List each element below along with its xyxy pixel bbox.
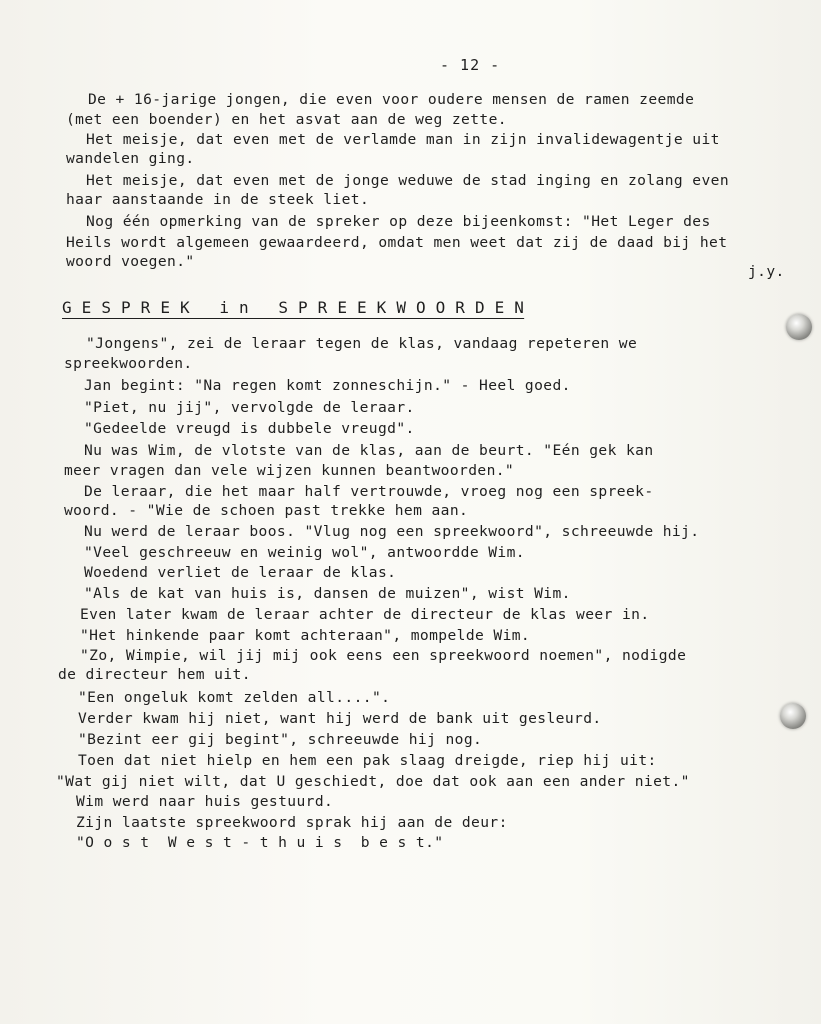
s2-line-7: meer vragen dan vele wijzen kunnen beantwoorden." [64, 462, 515, 479]
s2-line-1: "Jongens", zei de leraar tegen de klas, vandaag repeteren we [86, 335, 638, 352]
s2-line-4: "Piet, nu jij", vervolgde de leraar. [84, 399, 415, 416]
s2-line-12: Woedend verliet de leraar de klas. [84, 564, 397, 581]
s1-line-5: Het meisje, dat even met de jonge weduwe de stad inging en zolang even [86, 172, 730, 189]
s2-line-6: Nu was Wim, de vlotste van de klas, aan de beurt. "Eén gek kan [84, 442, 654, 459]
s2-line-8: De leraar, die het maar half vertrouwde, vroeg nog een spreek- [84, 483, 654, 500]
s2-line-9: woord. - "Wie de schoen past trekke hem aan. [64, 502, 469, 519]
s1-line-3: Het meisje, dat even met de verlamde man in zijn invalidewagentje uit [86, 131, 720, 148]
s1-line-8: Heils wordt algemeen gewaardeerd, omdat men weet dat zij de daad bij het [66, 234, 728, 251]
s1-line-2: (met een boender) en het asvat aan de weg zette. [66, 111, 507, 128]
s2-line-20: "Bezint eer gij begint", schreeuwde hij nog. [78, 731, 483, 748]
binder-hole-bottom [780, 703, 806, 729]
s2-line-16: "Zo, Wimpie, wil jij mij ook eens een spreekwoord noemen", nodigde [80, 647, 687, 664]
s2-line-11: "Veel geschreeuw en weinig wol", antwoordde Wim. [84, 544, 525, 561]
s2-line-18: "Een ongeluk komt zelden all....". [78, 689, 391, 706]
s2-line-5: "Gedeelde vreugd is dubbele vreugd". [84, 420, 415, 437]
s1-line-7: Nog één opmerking van de spreker op deze bijeenkomst: "Het Leger des [86, 213, 711, 230]
s1-line-4: wandelen ging. [66, 150, 195, 167]
s2-line-21: Toen dat niet hielp en hem een pak slaag dreigde, riep hij uit: [78, 752, 657, 769]
binder-hole-top [786, 314, 812, 340]
s2-line-13: "Als de kat van huis is, dansen de muizen", wist Wim. [84, 585, 571, 602]
page-number: - 12 - [440, 56, 501, 74]
s2-line-3: Jan begint: "Na regen komt zonneschijn." - Heel goed. [84, 377, 571, 394]
s1-line-9: woord voegen." [66, 253, 195, 270]
signature: j.y. [748, 263, 785, 280]
s1-line-6: haar aanstaande in de steek liet. [66, 191, 370, 208]
s2-line-14: Even later kwam de leraar achter de directeur de klas weer in. [80, 606, 650, 623]
s2-line-23: Wim werd naar huis gestuurd. [76, 793, 334, 810]
s1-line-1: De + 16-jarige jongen, die even voor oudere mensen de ramen zeemde [88, 91, 695, 108]
s2-line-15: "Het hinkende paar komt achteraan", mompelde Wim. [80, 627, 531, 644]
s2-line-2: spreekwoorden. [64, 355, 193, 372]
s2-line-10: Nu werd de leraar boos. "Vlug nog een spreekwoord", schreeuwde hij. [84, 523, 700, 540]
s2-line-22: "Wat gij niet wilt, dat U geschiedt, doe dat ook aan een ander niet." [56, 773, 690, 790]
s2-line-17: de directeur hem uit. [58, 666, 251, 683]
s2-line-24: Zijn laatste spreekwoord sprak hij aan de deur: [76, 814, 508, 831]
s2-line-25: "O o s t W e s t - t h u i s b e s t." [76, 834, 444, 851]
section-title: G E S P R E K i n S P R E E K W O O R D E N [62, 298, 525, 317]
s2-line-19: Verder kwam hij niet, want hij werd de bank uit gesleurd. [78, 710, 602, 727]
